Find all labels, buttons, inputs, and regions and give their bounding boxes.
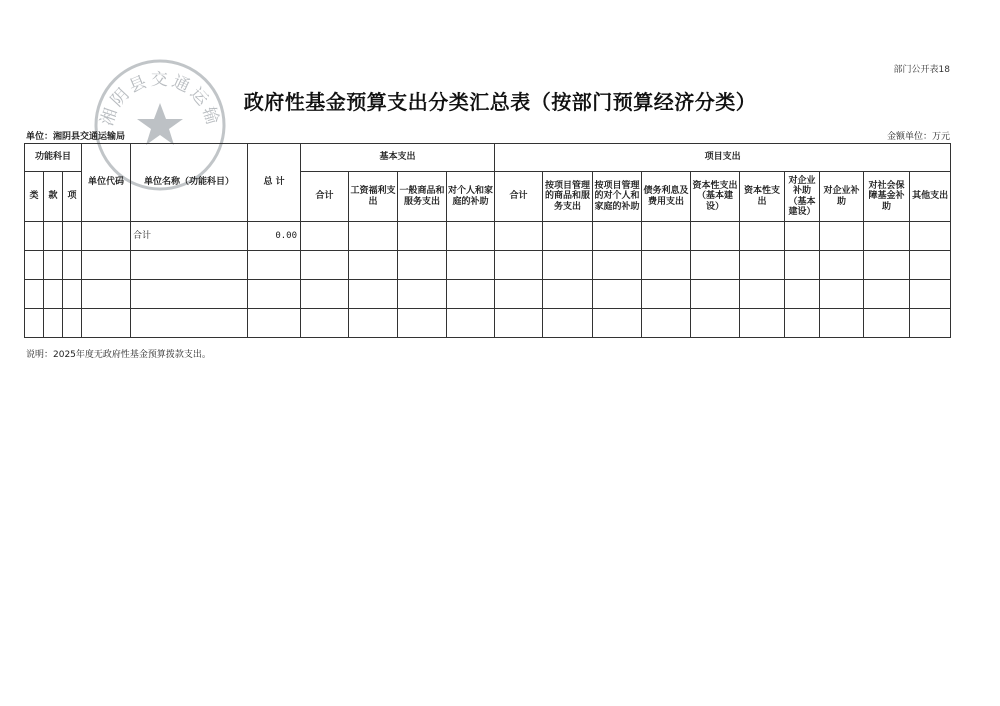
header-basic-expense: 基本支出	[301, 144, 495, 172]
table-row	[25, 309, 951, 338]
header-project-total: 合计	[495, 172, 543, 222]
header-social-security-subsidy: 对社会保障基金补助	[864, 172, 910, 222]
table-row	[25, 280, 951, 309]
footnote: 说明：2025年度无政府性基金预算拨款支出。	[26, 350, 211, 360]
page-code: 部门公开表18	[893, 65, 950, 75]
header-debt-interest: 债务利息及费用支出	[642, 172, 691, 222]
unit-label: 单位：湘阴县交通运输局	[26, 132, 126, 142]
budget-table	[24, 143, 951, 338]
header-capital-expense: 资本性支出	[740, 172, 785, 222]
row-total: 0.00	[248, 222, 301, 251]
header-item: 项	[63, 172, 82, 222]
header-total: 总 计	[248, 144, 301, 222]
table-row	[25, 251, 951, 280]
header-enterprise-subsidy-infrastructure: 对企业补助（基本建设）	[785, 172, 820, 222]
header-category: 类	[25, 172, 44, 222]
header-section: 款	[44, 172, 63, 222]
header-enterprise-subsidy: 对企业补助	[820, 172, 864, 222]
svg-text:湘阴县交通运输局: 湘阴县交通运输	[97, 69, 224, 130]
header-personal-family-subsidy: 对个人和家庭的补助	[447, 172, 495, 222]
amount-unit: 金额单位：万元	[886, 132, 950, 142]
header-function-subject: 功能科目	[25, 144, 82, 172]
page-title: 政府性基金预算支出分类汇总表（按部门预算经济分类）	[243, 90, 757, 114]
header-project-expense: 项目支出	[495, 144, 951, 172]
header-unit-name: 单位名称（功能科目）	[131, 144, 248, 222]
header-other-expense: 其他支出	[910, 172, 951, 222]
header-basic-total: 合计	[301, 172, 349, 222]
row-unit-name: 合计	[131, 222, 248, 251]
header-unit-code: 单位代码	[82, 144, 131, 222]
table-row	[25, 222, 951, 251]
header-project-goods-services: 按项目管理的商品和服务支出	[543, 172, 593, 222]
header-goods-services: 一般商品和服务支出	[398, 172, 447, 222]
header-project-personal-subsidy: 按项目管理的对个人和家庭的补助	[593, 172, 642, 222]
header-capital-infrastructure: 资本性支出（基本建设）	[691, 172, 740, 222]
header-salary-welfare: 工资福利支出	[349, 172, 398, 222]
